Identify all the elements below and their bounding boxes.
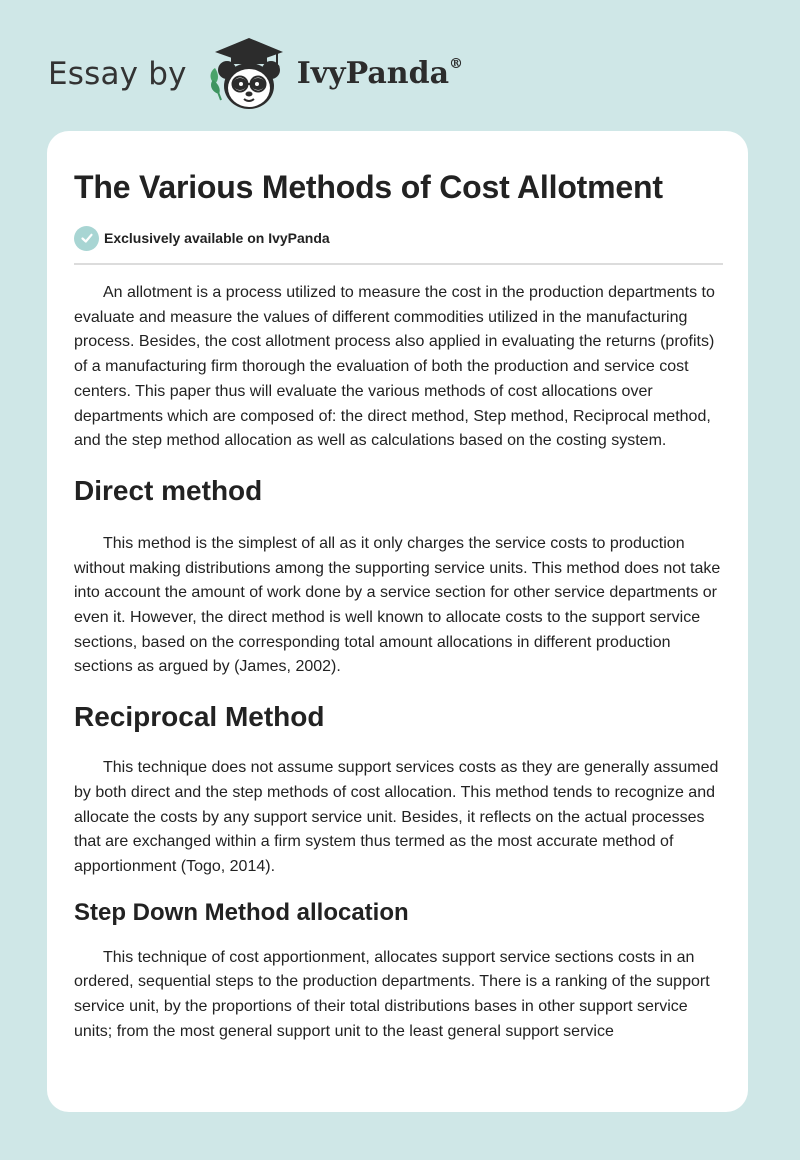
section-heading-reciprocal-method: Reciprocal Method — [74, 701, 325, 733]
brand-text: IvyPanda — [296, 56, 450, 91]
registered-mark: ® — [449, 56, 464, 72]
brand-name[interactable] — [296, 56, 464, 91]
section-heading-step-down-method: Step Down Method allocation — [74, 898, 409, 926]
essay-card — [47, 131, 748, 1112]
page-title: The Various Methods of Cost Allotment — [74, 169, 663, 205]
section-paragraph-step-down-method: This technique of cost apportionment, allocates support service sections costs in an ordered, sequential steps to the production departments. There is a ranking of the support service unit, by the proportions of their total distributions bases in other support service units; from the most general support unit to the least general support service — [74, 948, 710, 1040]
exclusive-label: Exclusively available on IvyPanda — [104, 230, 330, 246]
exclusive-badge — [74, 225, 722, 251]
panda-logo-icon[interactable] — [201, 34, 291, 114]
site-header — [48, 34, 463, 114]
check-icon — [74, 226, 99, 251]
intro-paragraph: An allotment is a process utilized to measure the cost in the production departments to evaluate and measure the values of different commodities utilized in the manufacturing process. Besides, the cost allotment process also applied in evaluating the returns (profits) of a manufacturing firm thorough the evaluation of both the production and service cost centers. This paper thus will evaluate the various methods of cost allocations over departments which are composed of: the direct method, Step method, Reciprocal method, and the step method allocation as well as calculations based on the costing system. — [74, 284, 715, 450]
essay-by-label: Essay by — [48, 55, 187, 92]
divider — [74, 263, 723, 265]
section-paragraph-direct-method: This method is the simplest of all as it only charges the service costs to production without making distributions among the supporting service units. This method does not take into account the amount of work done by a service section for other service departments or even it. However, the direct method is well known to allocate costs to the support service sections, based on the corresponding total amount allocations in different production sections as argued by (James, 2002). — [74, 534, 721, 676]
section-paragraph-reciprocal-method: This technique does not assume support services costs as they are generally assumed by both direct and the step methods of cost allocation. This method tends to recognize and allocate the costs by any support service unit. Besides, it reflects on the actual processes that are exchanged within a firm system thus termed as the most accurate method of apportionment (Togo, 2014). — [74, 759, 719, 875]
section-heading-direct-method: Direct method — [74, 474, 263, 506]
